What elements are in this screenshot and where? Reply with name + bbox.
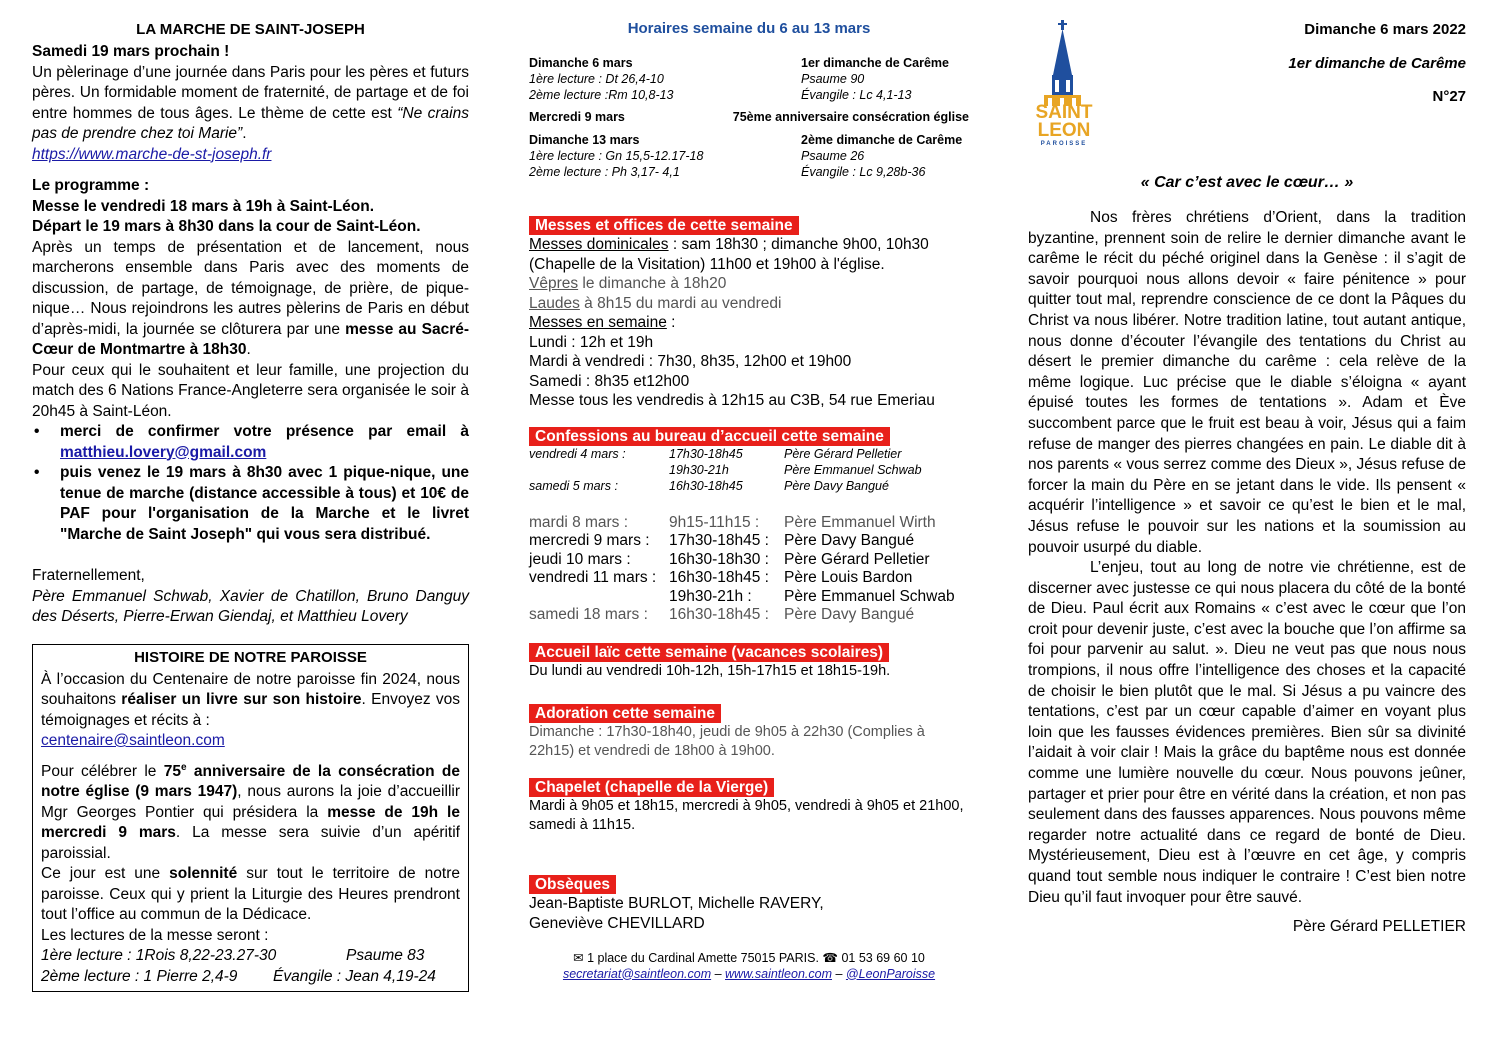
sched-row <box>529 55 969 71</box>
reading1-psalm: Psaume 83 <box>346 947 425 965</box>
bullet-venez <box>32 463 469 545</box>
reading1-label: 1ère lecture : 1Rois 8,22-23.27-30 <box>41 947 277 965</box>
history-p2 <box>41 758 460 865</box>
bullet-dot-icon: • <box>34 464 40 481</box>
obseques-tag: Obsèques <box>529 875 616 894</box>
vepres <box>529 274 969 294</box>
sched-right: 2ème dimanche de Carême <box>801 133 963 147</box>
intro-end: . <box>242 125 247 142</box>
closing: Fraternellement, <box>32 567 145 584</box>
hist-p2-bold2: anniversaire de la consécration de notre église (9 mars 1947) <box>41 762 460 801</box>
footer-sep: – <box>711 966 726 981</box>
history-p4: Les lectures de la messe seront : <box>41 926 269 944</box>
prog-projection: Pour ceux qui le souhaitent et leur famille, une projection du match des 6 Nations France-Angleterre sera organisée le soir à 20h45 à Saint-Léon. <box>32 361 469 420</box>
semaine-colon: : <box>666 314 676 331</box>
hist-p1-bold: réaliser un livre sur son histoire <box>121 691 362 708</box>
conf-row <box>529 514 969 533</box>
reading2-gospel: Évangile : Jean 4,19-24 <box>273 967 436 985</box>
sched-row <box>529 71 969 87</box>
hist-p2-bold1: 75 <box>163 762 181 780</box>
accueil-text: Du lundi au vendredi 10h-12h, 15h-17h15 et 18h15-19h. <box>529 662 891 679</box>
sched-right: Évangile : Lc 4,1-13 <box>801 88 912 102</box>
editorial-p1: Nos frères chrétiens d’Orient, dans la tradition byzantine, prennent soin de relire le dernier dimanche avant le carême le récit du péché originel dans la Genèse : il s’agit de savoir pourquoi nous allons devoir « faire pénitence » pour quitter tout mal, reprendre conscience de ce dont la Pâques du Christ va nous libérer. Notre tradition latine, tout autant antique, nous donne d’écouter l’évangile des tentations du Christ au désert le premier dimanche du carême : cela relève de la même logique. Luc précise que le diable s’éloigna « ayant épuisé toutes les formes de tentations ». Adam et Ève succombent parce que le fruit est beau à voir, Jésus qui a faim refuse de manger des pierres changées en pain. Le diable dit à nos parents « vous serrez comme des Dieux », Jésus refuse de forcer la main du Père en se jetant dans le vide. Ils pensent « acquérir l’intelligence » et savoir ce qu’est le bien et le mal, Jésus refuse le pouvoir sur les nations et la soumission au pouvoir usurpé du diable. <box>1028 209 1466 556</box>
hist-p2-bold3: messe de 19h le mercredi 9 mars <box>41 803 460 842</box>
conf-hours: 16h30-18h45 : <box>669 569 769 586</box>
conf-row <box>529 462 969 478</box>
reading1-row <box>41 946 460 967</box>
samedi: Samedi : 8h35 et12h00 <box>529 372 690 390</box>
adoration-section <box>529 704 969 761</box>
conf-priest: Père Gérard Pelletier <box>784 446 902 461</box>
hist-p1-b: . Envoyez vos témoignages et récits à : <box>41 691 461 729</box>
conf-day: samedi 18 mars : <box>529 606 648 623</box>
sched-left: 2ème lecture :Rm 10,8-13 <box>529 88 674 102</box>
conf-row <box>529 446 969 462</box>
schedule-block-1 <box>529 55 969 103</box>
bullet-confirm-text <box>60 422 469 463</box>
conf-priest: Père Davy Bangué <box>784 606 915 623</box>
footer-links <box>529 966 969 982</box>
conf-day: mercredi 9 mars : <box>529 532 650 549</box>
sched-left: 1ère lecture : Dt 26,4-10 <box>529 72 664 86</box>
conf-day: samedi 5 mars : <box>529 478 618 493</box>
issue-number: N°27 <box>1432 88 1466 105</box>
laudes-label: Laudes <box>529 294 580 312</box>
hist-p3-b: sur tout le territoire de notre paroisse. Ceux qui y prient la Liturgie des Heures prendront tout l’office au commun de la Dédicace. <box>41 865 460 924</box>
conf-hours: 9h15-11h15 : <box>669 513 760 531</box>
hist-p2-sup: e <box>180 761 187 773</box>
hist-p2-a: Pour célébrer le <box>41 762 164 780</box>
hist-p3-a: Ce jour est une <box>41 865 170 883</box>
footer-website-link[interactable]: www.saintleon.com <box>725 966 833 981</box>
footer-email-link[interactable]: secretariat@saintleon.com <box>562 966 712 981</box>
conf-day: vendredi 11 mars : <box>529 569 657 586</box>
reading2-label: 2ème lecture : 1 Pierre 2,4-9 <box>41 967 238 985</box>
conf-hours: 16h30-18h45 : <box>669 606 769 623</box>
conf-priest: Père Emmanuel Schwab <box>784 587 955 605</box>
middle-column <box>529 0 969 982</box>
chapelet-tag: Chapelet (chapelle de la Vierge) <box>529 778 774 797</box>
conf-hours: 16h30-18h45 <box>669 478 743 493</box>
sched-row <box>529 148 969 164</box>
logo-line1: SAINT <box>1035 102 1093 123</box>
prog-line2: Départ le 19 mars à 8h30 dans la cour de Saint-Léon. <box>32 218 421 235</box>
chapelet-text: Mardi à 9h05 et 18h15, mercredi à 9h05, vendredi à 9h05 et 21h00, samedi à 11h15. <box>529 797 964 833</box>
left-column <box>32 0 469 992</box>
editorial-title: « Car c’est avec le cœur… » <box>1140 174 1354 191</box>
conf-hours: 19h30-21h : <box>669 587 752 605</box>
logo-line3: PAROISSE <box>1040 141 1088 147</box>
signatures: Père Emmanuel Schwab, Xavier de Chatillon, Bruno Danguy des Déserts, Pierre-Erwan Giendaj, et Matthieu Lovery <box>32 587 469 625</box>
editorial-p2: L’enjeu, tout au long de notre vie chrétienne, est de discerner avec justesse ce qui nous placera du côté de la bonté de Dieu. Paul écrit aux Romains « c’est avec le cœur que l’on croit pour devenir juste, c’est avec la bouche que l’on affirme sa foi pour parvenir au salut. ». Dieu ne veut pas que nous nous trompions, il nous offre l’intelligence des choses et la capacité de choisir le bien plutôt que le mal. Si Jésus a pu vaincre des tentations, c’est par un cœur capable d’aimer en voyant plus loin que les fausses évidences premières. Bien sûr sa divinité l’aidait à voir clair ! Mais la grâce du baptême nous est donnée comme une lumière nouvelle du cœur. Nous pouvons jeûner, partager et prier pour être en vérité dans la création, et non pas seulement dans des fausses apparences. Nous pouvons même regarder notre actualité dans ce regard de bonté de Dieu. Mystérieusement, Dieu est à l’œuvre en cet âge, y compris quand tout semble nous indiquer le contraire ! C’est bien notre Dieu qu’il faut invoquer pour être sauvé. <box>1028 559 1466 906</box>
sched-row-wednesday <box>529 109 969 125</box>
footer-address: ✉ 1 place du Cardinal Amette 75015 PARIS. ☎ 01 53 69 60 10 <box>573 950 925 965</box>
intro-paragraph <box>32 63 469 166</box>
confessions-section <box>529 427 969 625</box>
conf-day: mardi 8 mars : <box>529 513 629 531</box>
obseques-section <box>529 875 969 934</box>
sched-left: Mercredi 9 mars <box>529 110 625 124</box>
conf-row <box>529 551 969 570</box>
centenaire-email-link[interactable]: centenaire@saintleon.com <box>41 732 225 749</box>
history-p3 <box>41 864 460 926</box>
schedule-block-2 <box>529 132 969 180</box>
obseques-text: Jean-Baptiste BURLOT, Michelle RAVERY, Geneviève CHEVILLARD <box>529 894 824 932</box>
date: Dimanche 6 mars 2022 <box>1304 21 1466 38</box>
marche-title: LA MARCHE DE SAINT-JOSEPH <box>136 21 365 38</box>
messes-semaine <box>529 313 969 333</box>
logo-line2: LEON <box>1037 120 1091 141</box>
messes-dominicales <box>529 235 969 274</box>
conf-row <box>529 532 969 551</box>
footer <box>529 950 969 982</box>
prog-line1: Messe le vendredi 18 mars à 19h à Saint-Léon. <box>32 197 375 215</box>
conf-row <box>529 478 969 494</box>
reading2-row <box>41 967 460 988</box>
bullet-dot-icon: • <box>34 423 40 440</box>
history-box <box>32 644 469 993</box>
sched-left: Dimanche 13 mars <box>529 133 640 147</box>
adoration-text: Dimanche : 17h30-18h40, jeudi de 9h05 à 22h30 (Complies à 22h15) et vendredi de 18h00 à 19h00. <box>529 723 925 759</box>
sched-row <box>529 132 969 148</box>
conf-priest: Père Emmanuel Schwab <box>784 462 922 477</box>
mardi: Mardi à vendredi : 7h30, 8h35, 12h00 et 19h00 <box>529 353 852 370</box>
messes-tag: Messes et offices de cette semaine <box>529 216 799 235</box>
hist-p2-c: . La messe sera suivie d’un apéritif paroissial. <box>41 824 460 862</box>
sched-row <box>529 87 969 103</box>
intro-text: Un pèlerinage d’une journée dans Paris pour les pères et futurs pères. Un formidable moment de fraternité, de partage et de foi entre hommes de tous âges. Le thème de cette est <box>32 63 469 122</box>
prog-paragraph <box>32 238 469 361</box>
lundi: Lundi : 12h et 19h <box>529 333 654 351</box>
marche-website-link[interactable]: https://www.marche-de-st-joseph.fr <box>32 145 272 163</box>
schedule-title: Horaires semaine du 6 au 13 mars <box>627 20 871 37</box>
messes-section <box>529 216 969 411</box>
bullet1-text: merci de confirmer votre présence par email à <box>60 423 469 440</box>
adoration-tag: Adoration cette semaine <box>529 704 721 723</box>
footer-twitter-link[interactable]: @LeonParoisse <box>845 966 936 981</box>
prog-text-b: . <box>246 341 251 358</box>
vepres-text: le dimanche à 18h20 <box>578 275 727 292</box>
conf-priest: Père Louis Bardon <box>784 569 913 586</box>
messes-dom-label: Messes dominicales <box>529 236 669 253</box>
conf-priest: Père Emmanuel Wirth <box>784 513 936 531</box>
intro-heading: Samedi 19 mars prochain ! <box>32 43 230 60</box>
vendredis: Messe tous les vendredis à 12h15 au C3B, 54 rue Emeriau <box>529 392 935 409</box>
sched-left: Dimanche 6 mars <box>529 56 633 70</box>
conf-hours: 17h30-18h45 <box>669 446 743 461</box>
laudes <box>529 294 969 314</box>
accueil-tag: Accueil laïc cette semaine (vacances scolaires) <box>529 643 889 662</box>
conf-row <box>529 606 969 625</box>
conf-priest: Père Davy Bangué <box>784 478 889 493</box>
sched-row <box>529 164 969 180</box>
laudes-text: à 8h15 du mardi au vendredi <box>579 294 782 312</box>
hist-p1-a: À l’occasion du Centenaire de notre paroisse fin 2024, nous souhaitons <box>41 670 460 708</box>
editorial-signature: Père Gérard PELLETIER <box>1292 918 1466 936</box>
conf-hours: 16h30-18h30 : <box>669 550 769 568</box>
history-title: HISTOIRE DE NOTRE PAROISSE <box>134 648 367 666</box>
confessions-tag: Confessions au bureau d’accueil cette semaine <box>529 427 890 446</box>
sched-left: 1ère lecture : Gn 15,5-12.17-18 <box>529 149 704 163</box>
conf-hours: 19h30-21h <box>669 462 729 477</box>
bullet-confirm <box>32 422 469 463</box>
conf-row <box>529 569 969 588</box>
intro-quote: “Ne crains pas de prendre chez toi Marie” <box>32 104 469 142</box>
prog-text-a: Après un temps de présentation et de lancement, nous marcherons ensemble dans Paris avec des moments de discussion, de partage, de témoignage, de prière, de pique-nique… Nous rejoindrons les autres pèlerins de Paris en début d’après-midi, la journée se clôturera par une <box>32 238 469 338</box>
conf-priest: Père Gérard Pelletier <box>784 550 930 568</box>
sched-right: Psaume 90 <box>801 72 865 86</box>
right-column <box>1028 0 1466 936</box>
sunday-name: 1er dimanche de Carême <box>1288 55 1466 72</box>
conf-hours: 17h30-18h45 : <box>669 532 769 549</box>
sched-right: 1er dimanche de Carême <box>801 56 949 70</box>
prog-heading: Le programme : <box>32 177 150 194</box>
conf-day <box>529 588 669 607</box>
conf-priest: Père Davy Bangué <box>784 532 915 549</box>
conf-row <box>529 588 969 607</box>
prog-text-bold: messe au Sacré-Cœur de Montmartre à 18h30 <box>32 320 470 358</box>
sched-right: Évangile : Lc 9,28b-36 <box>801 165 926 179</box>
conf-day: jeudi 10 mars : <box>529 550 631 568</box>
bullet-venez-text: puis venez le 19 mars à 8h30 avec 1 pique-nique, une tenue de marche (distance accessible à tous) et 10€ de PAF pour l'organisation de la Marche et le livret "Marche de Saint Joseph" qui vous sera distribué. <box>60 464 469 543</box>
messes-dom-text: : sam 18h30 ; dimanche 9h00, 10h30 (Chapelle de la Visitation) 11h00 et 19h00 à l'église. <box>529 236 929 273</box>
chapelet-section <box>529 778 969 835</box>
conf-day: vendredi 4 mars : <box>529 446 626 461</box>
sched-left: 2ème lecture : Ph 3,17- 4,1 <box>529 165 680 179</box>
footer-sep: – <box>832 966 846 981</box>
semaine-label: Messes en semaine <box>529 314 667 331</box>
conf-day <box>529 462 669 478</box>
vepres-label: Vêpres <box>529 275 579 292</box>
confirm-email-link[interactable]: matthieu.lovery@gmail.com <box>60 443 267 461</box>
history-p1 <box>41 670 460 752</box>
sched-right: Psaume 26 <box>801 149 865 163</box>
sched-right: 75ème anniversaire consécration église <box>732 110 969 124</box>
hist-p2-b: , nous aurons la joie d’accueillir Mgr Georges Pontier qui présidera la <box>41 783 460 821</box>
hist-p3-bold: solennité <box>169 865 238 883</box>
accueil-section <box>529 643 969 680</box>
